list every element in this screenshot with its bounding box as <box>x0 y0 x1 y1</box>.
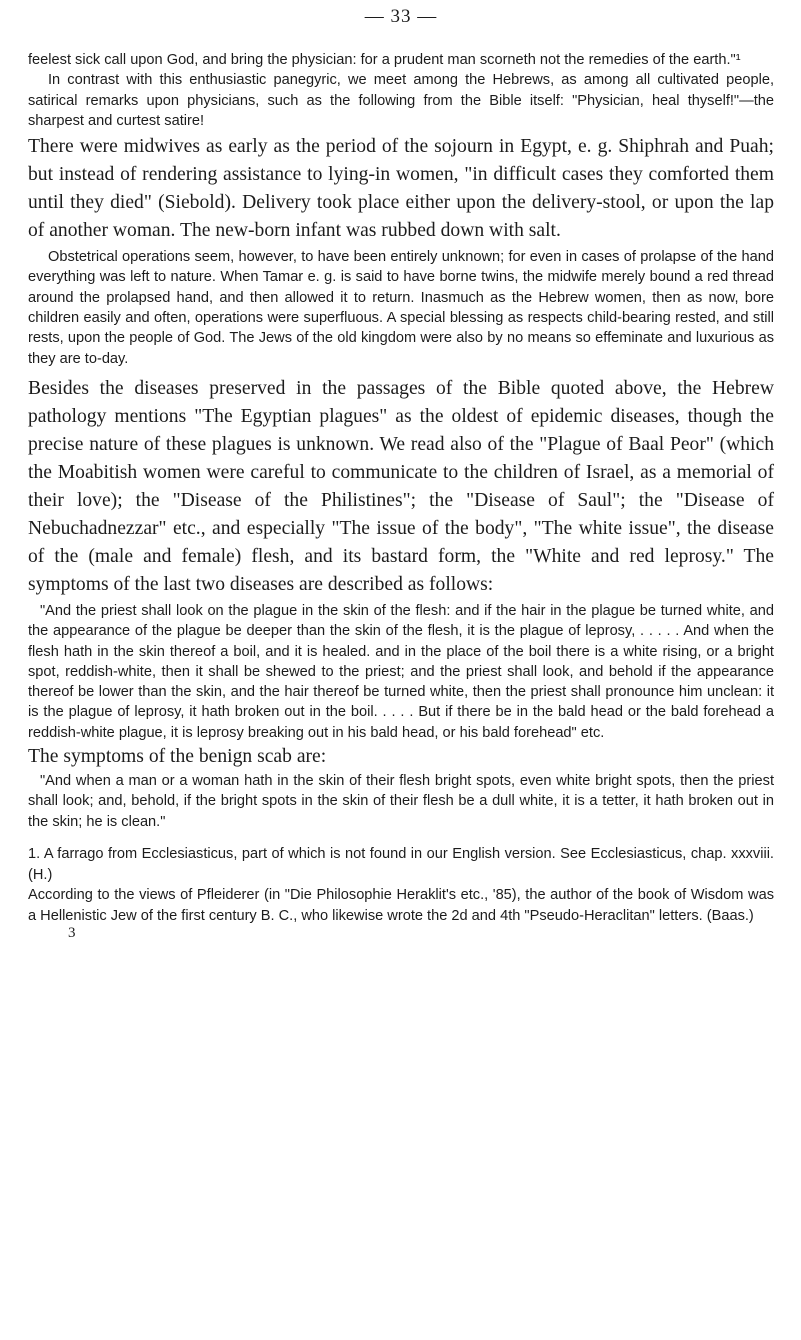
footnote-1-continuation: According to the views of Pfleiderer (in "Die Philosophie Heraklit's etc., '85), the author of the book of Wisdom was a Hellenistic Jew of the first century B. C., who likewise wrote the 2d and 4th "Pseudo-Heraclitan" letters. (Baas.) <box>28 887 774 924</box>
paragraph-diseases: Besides the diseases preserved in the passages of the Bible quoted above, the Hebrew pathology mentions "The Egyptian plagues" as the oldest of epidemic diseases, though the precise nature of these plagues is unknown. We read also of the "Plague of Baal Peor" (which the Moabitish women were careful to communicate to the children of Israel, as a memorial of their love); the "Disease of the Philistines"; the "Disease of Saul"; the "Disease of Nebuchadnezzar" etc., and especially "The issue of the body", "The white issue", the disease of the (male and female) flesh, and its bastard form, the "White and red leprosy." The symptoms of the last two diseases are described as follows: <box>28 377 774 595</box>
footnote-1: 1. A farrago from Ecclesiasticus, part of which is not found in our English version. See Ecclesiasticus, chap. xxxviii. (H.) <box>28 845 774 883</box>
page <box>28 6 774 940</box>
heading-benign-scab: The symptoms of the benign scab are: <box>28 746 327 768</box>
paragraph-continuation: feelest sick call upon God, and bring the physician: for a prudent man scorneth not the remedies of the earth."¹ <box>28 52 741 68</box>
paragraph-panegyric-contrast: In contrast with this enthusiastic panegyric, we meet among the Hebrews, as among all cultivated people, satirical remarks upon physicians, such as the following from the Bible itself: "Physician, heal thyself!"—the sharpest and curtest satire! <box>28 72 774 129</box>
paragraph-midwives: There were midwives as early as the period of the sojourn in Egypt, e. g. Shiphrah and Puah; but instead of rendering assistance to lying-in women, "in difficult cases they comforted them until they died" (Siebold). Delivery took place either upon the delivery-stool, or upon the lap of another woman. The new-born infant was rubbed down with salt. <box>28 136 774 242</box>
quote-leprosy: "And the priest shall look on the plague in the skin of the flesh: and if the hair in the plague be turned white, and the appearance of the plague be deeper than the skin of the flesh, it is the plague of leprosy, . . . . . And when the flesh hath in the skin thereof a boil, and it is healed. and in the place of the boil there is a white rising, or a bright spot, reddish-white, then it shall be shewed to the priest; and the priest shall look, and behold if the appearance thereof be lower than the skin, and the hair thereof be turned white, then the priest shall pronounce him unclean: it is the plague of leprosy, it hath broken out in the boil. . . . . But if there be in the bald head or the bald forehead a reddish-white plague, it is leprosy breaking out in his bald head, or his bald forehead" etc. <box>28 602 774 741</box>
signature-mark: 3 <box>68 925 76 942</box>
paragraph-obstetrical-operations: Obstetrical operations seem, however, to have been entirely unknown; for even in cases of prolapse of the hand everything was left to nature. When Tamar e. g. is said to have borne twins, the midwife merely bound a red thread around the prolapsed hand, and then allowed it to return. Inasmuch as the Hebrew women, then as now, bore children easily and often, operations were superfluous. A special blessing as respects child-bearing rested, and still rests, upon the people of God. The Jews of the old kingdom were also by no means so effeminate and luxurious as they are to-day. <box>28 249 774 367</box>
quote-benign-scab: "And when a man or a woman hath in the skin of their flesh bright spots, even white bright spots, then the priest shall look; and, behold, if the bright spots in the skin of their flesh be a dull white, it is a tetter, it hath broken out in the skin; he is clean." <box>28 773 774 830</box>
page-number: — 33 — <box>364 6 438 27</box>
